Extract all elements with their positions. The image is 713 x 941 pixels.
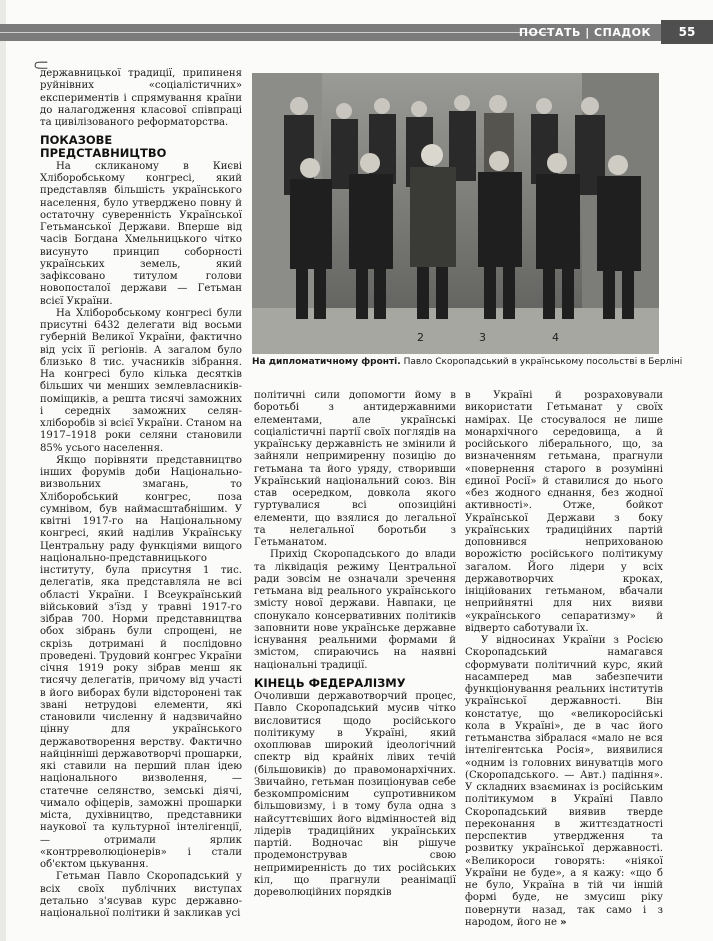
caption-text: Павло Скоропадський в українському посольстві в Берліні	[400, 357, 683, 367]
page-number: 55	[661, 20, 713, 44]
column-2	[254, 390, 456, 899]
column-1	[40, 68, 242, 920]
photo-caption	[252, 357, 683, 368]
section-heading: КІНЕЦЬ ФЕДЕРАЛІЗМУ	[254, 675, 406, 690]
swirl-icon: ⸦	[30, 54, 53, 79]
photo-label: 2	[417, 331, 424, 344]
page-edge	[0, 0, 6, 941]
paragraph: На Хліборобському конгресі були присутні 6432 делегати від восьми губерній Великої України, фактично від усіх її регіонів. А загалом було близько 8 тис. учасників зібрання. На конгресі було кілька десятків більших чи менших землевласників-поміщиків, а решта тисячі заможних і середніх заможних селян-хліборобів зі всієї України. Станом на 1917–1918 роки селяни становили 85% усього населення.	[40, 307, 242, 454]
paragraph: Очоливши державотворчий процес, Павло Скоропадський мусив чітко висловитися щодо російського політикуму в Україні, який охоплював широкий ідеологічний спектр від крайніх лівих течій (більшовиків) до правомонархічних. Звичайно, гетьман позиціонував себе безкомпромісним супротивником більшовизму, і в тому була одна з найсуттєвіших його відмінностей від лідерів традиційних українських партій. Водночас він рішуче продемонстрував свою непримиренність до тих російських кіл, що прагнули реанімації дореволюційних порядків	[254, 691, 456, 898]
paragraph: Гетьман Павло Скоропадський у всіх своїх публічних виступах детально з'ясував курс державно-національної політики й закликав усі	[40, 871, 242, 919]
paragraph: На скликаному в Києві Хліборобському конгресі, який представляв більшість українського населення, було утверджено повну й остаточну суверенність Української Гетьманської Держави. Вперше від часів Богдана Хмельницького чітко висунуто принцип соборності українських земель, який зафіксовано титулом голови новопосталої держави — Гетьман всієї України.	[40, 160, 242, 307]
photo-illustration	[252, 73, 659, 354]
photo-label: 3	[479, 331, 486, 344]
paragraph: державницької традиції, припиненя руйнівних «соціалістичних» експериментів і спрямування країни до налагодження класової співпраці та цивілізованого реформаторства.	[40, 68, 242, 128]
paragraph: Прихід Скоропадського до влади та ліквідація режиму Центральної ради зовсім не означали зречення гетьмана від реального українського змісту нової держави. Навпаки, це спонукало консервативних політиків заповнити нове українське державне існування реальними формами й змістом, спираючись на наявні національні традиції.	[254, 549, 456, 671]
photo-label: 4	[552, 331, 559, 344]
paragraph: політичні сили допомогти йому в боротьбі з антидержавними елементами, але українські соціалістичні партії своїх поглядів на українську державність не змінили й зайняли непримиренну позицію до гетьмана та його уряду, створивши Український національний союз. Він став осередком, довкола якого гуртувалися всі опозиційні елементи, що взялися до легальної та нелегальної боротьби з Гетьманатом.	[254, 390, 456, 548]
continue-mark: »	[560, 916, 567, 928]
section-label: ПОСТАТЬ | СПАДОК	[518, 26, 651, 39]
section-heading: ПОКАЗОВЕ ПРЕДСТАВНИЦТВО	[40, 133, 167, 160]
paragraph	[465, 635, 663, 929]
paragraph-text: У відносинах України з Росією Скоропадський намагався сформувати політичний курс, який насамперед мав забезпечити функціонування реальних інститутів української державності. Він констатує, що «великоросійські кола в Україні», де в час його гетьманства зібралася «мало не вся інтелігентська Росія», виявилися «одним із головних винуватців мого (Скоропадського. — Авт.) падіння». У складних взаєминах із російським політикумом в Україні Павло Скоропадський виявив тверде переконання в життєздатності перспектив утвердження та розвитку української державності. «Великороси говорять: «ніякої України не буде», а я кажу: «що б не було, Україна в тій чи іншій формі буде, не змусиш ріку повернути назад, так само і з народом, його не	[465, 635, 663, 928]
historical-photo	[252, 73, 659, 354]
paragraph: Якщо порівняти представництво інших форумів доби Національно-визвольних змагань, то Хліборобський конгрес, поза сумнівом, був наймасштабнішим. У квітні 1917-го на Національному конгресі, який наділив Українську Центральну раду функціями вищого національно-представницького інституту, була присутня 1 тис. делегатів, яка представляла не всі області України. І Всеукраїнський військовий з'їзд у травні 1917-го зібрав 700. Норми представництва обох зібрань були спрощені, не скрізь дотримані й послідовно проведені. Трудовий конгрес України січня 1919 року зібрав менш як тисячу делегатів, причому від участі в його виборах були відсторонені так звані нетрудові елементи, які становили численну й надзвичайно цінну для українського державотворення верству. Фактично найцінніші державотворчі прошарки, які ставили на перший план ідею національного визволення, — статечне селянство, земські діячі, чимало офіцерів, заможні прошарки міста, духівництво, представники наукової та культурної інтелігенції, — отримали ярлик «контрреволюціонерів» і стали об'єктом цькування.	[40, 454, 242, 870]
column-3	[465, 390, 663, 929]
paragraph: в Україні й розраховували використати Гетьманат у своїх намірах. Це стосувалося не лише монархічного середовища, а й російського ліберального, що, за визначенням гетьмана, прагнули «повернення старого в розумінні єдиної Росії» й ставилися до нього «без жодного єднання, без жодної активності». Отже, бойкот Української Держави з боку українських традиційних партій доповнився неприхованою ворожістю російського політикуму загалом. Його лідери у всіх державотворчих кроках, ініційованих гетьманом, вбачали неприйнятні для них вияви «українського сепаратизму» й відверто саботували їх.	[465, 390, 663, 634]
caption-bold: На дипломатичному фронті.	[252, 357, 401, 367]
